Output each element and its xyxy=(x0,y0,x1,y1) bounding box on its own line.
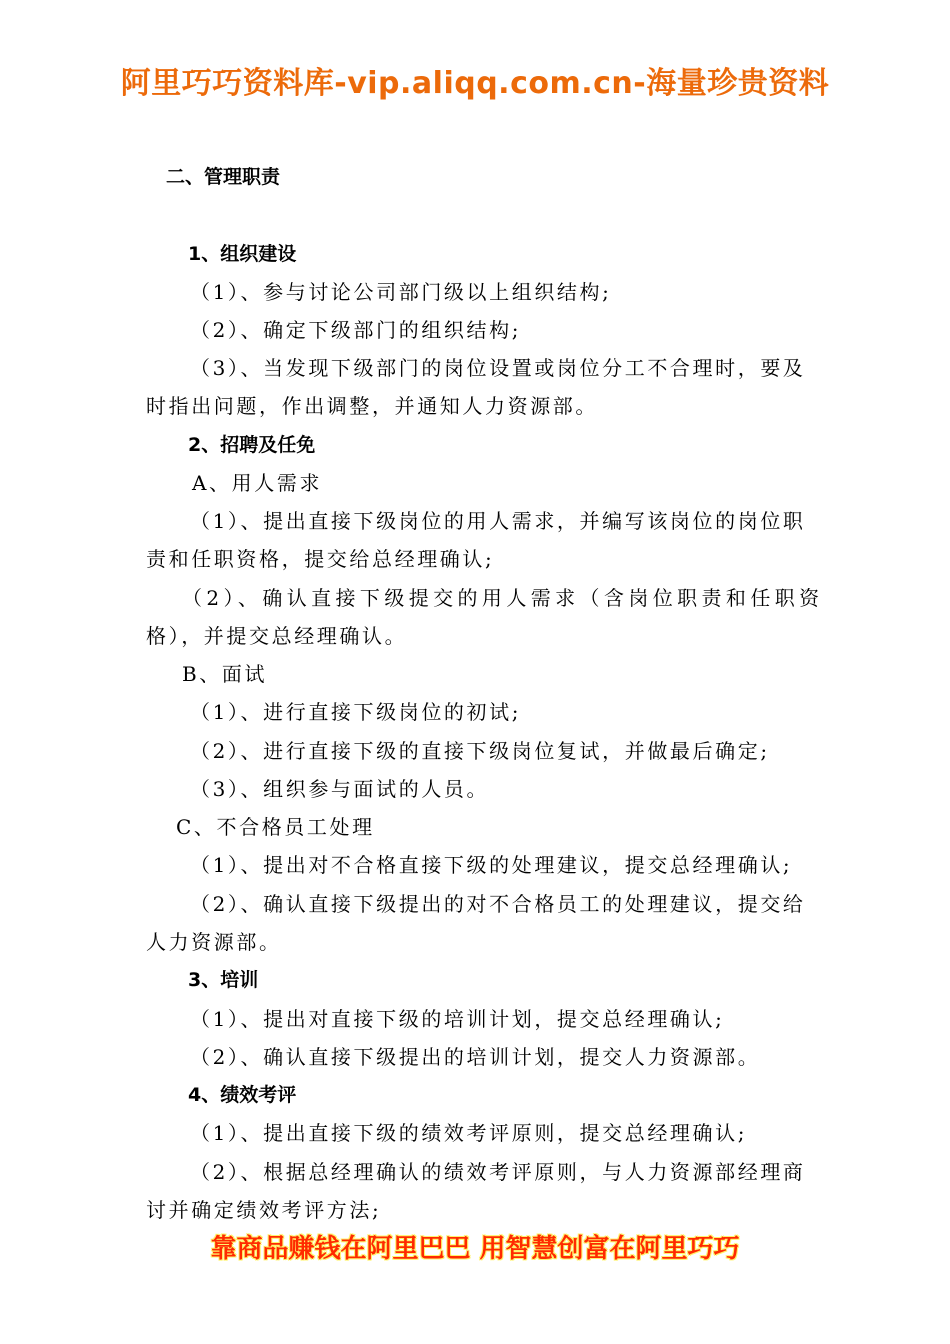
performance-item-2-line1: （2）、根据总经理确认的绩效考评原则，与人力资源部经理商 xyxy=(190,1160,806,1184)
subheading-unqualified-staff: C、不合格员工处理 xyxy=(176,815,375,839)
staffing-item-1-line1: （1）、提出直接下级岗位的用人需求，并编写该岗位的岗位职 xyxy=(190,509,806,533)
header-banner: 阿里巧巧资料库-vip.aliqq.com.cn-海量珍贵资料 xyxy=(120,66,830,101)
training-item-1: （1）、提出对直接下级的培训计划，提交总经理确认; xyxy=(190,1007,725,1031)
unqualified-item-2-line1: （2）、确认直接下级提出的对不合格员工的处理建议，提交给 xyxy=(190,892,806,916)
subheading-interview: B、面试 xyxy=(182,662,268,686)
unqualified-item-1: （1）、提出对不合格直接下级的处理建议，提交总经理确认; xyxy=(190,853,793,877)
staffing-item-1-line2: 责和任职资格，提交给总经理确认; xyxy=(146,547,495,571)
org-item-3-line2: 时指出问题，作出调整，并通知人力资源部。 xyxy=(146,394,598,418)
footer-banner: 靠商品赚钱在阿里巴巴 用智慧创富在阿里巧巧 xyxy=(210,1234,740,1264)
interview-item-2: （2）、进行直接下级的直接下级岗位复试，并做最后确定; xyxy=(190,739,770,763)
unqualified-item-2-line2: 人力资源部。 xyxy=(146,930,282,954)
heading-recruitment: 2、招聘及任免 xyxy=(188,434,316,456)
interview-item-3: （3）、组织参与面试的人员。 xyxy=(190,777,490,801)
performance-item-1: （1）、提出直接下级的绩效考评原则，提交总经理确认; xyxy=(190,1121,748,1145)
training-item-2: （2）、确认直接下级提出的培训计划，提交人力资源部。 xyxy=(190,1045,761,1069)
subheading-staffing-needs: A、用人需求 xyxy=(192,471,323,495)
performance-item-2-line2: 讨并确定绩效考评方法; xyxy=(146,1198,382,1222)
org-item-2: （2）、确定下级部门的组织结构; xyxy=(190,318,522,342)
heading-org-building: 1、组织建设 xyxy=(188,243,297,265)
section-title: 二、管理职责 xyxy=(166,166,281,188)
interview-item-1: （1）、进行直接下级岗位的初试; xyxy=(190,700,522,724)
heading-training: 3、培训 xyxy=(188,969,259,991)
staffing-item-2-line2: 格），并提交总经理确认。 xyxy=(146,624,408,648)
org-item-1: （1）、参与讨论公司部门级以上组织结构; xyxy=(190,280,612,304)
heading-performance: 4、绩效考评 xyxy=(188,1084,297,1106)
staffing-item-2-line1: （2）、确认直接下级提交的用人需求（含岗位职责和任职资 xyxy=(182,586,824,610)
org-item-3-line1: （3）、当发现下级部门的岗位设置或岗位分工不合理时，要及 xyxy=(190,356,806,380)
